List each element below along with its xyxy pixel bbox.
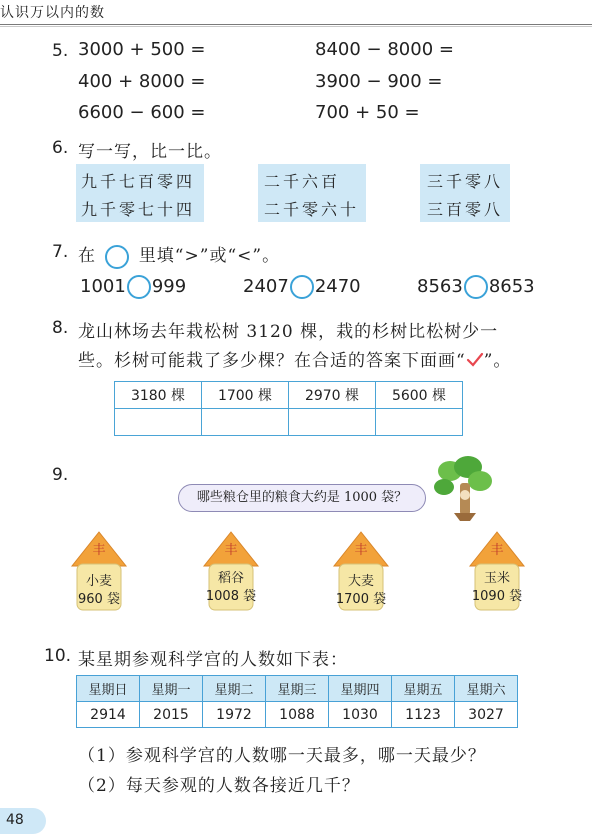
- q6-number: 6.: [52, 138, 69, 158]
- granary-1-name: 小麦: [85, 574, 112, 589]
- header-divider: [0, 24, 592, 25]
- q8-answer-row: [115, 409, 463, 436]
- granary-1-amount: 960 袋: [78, 592, 120, 607]
- q6-pair-3-b: 三百零八: [427, 200, 504, 219]
- q7-number: 7.: [52, 242, 69, 262]
- q8-answer-cell-2[interactable]: [202, 409, 289, 436]
- visitors-table: [76, 675, 518, 728]
- count-thu: 1030: [329, 702, 392, 728]
- q10-sub-question-1: （1）参观科学宫的人数哪一天最多，哪一天最少？: [78, 746, 486, 766]
- q8-line-2-before: 些。杉树可能栽了多少棵？在合适的答案下面画“: [78, 351, 466, 371]
- tree-character-icon: [430, 455, 496, 525]
- granary-4-roof-char: 丰: [490, 543, 504, 558]
- q8-line-2-after: ”。: [483, 351, 512, 371]
- q5-expression-left-2: 400 + 8000 =: [78, 71, 206, 92]
- granary-2-amount: 1008 袋: [205, 589, 257, 604]
- count-fri: 1123: [392, 702, 455, 728]
- granary-2-roof-char: 丰: [224, 543, 238, 558]
- q7-item-1-right: 999: [151, 276, 187, 297]
- q8-option-4: 5600 棵: [376, 382, 463, 409]
- q7-item-2: [243, 275, 361, 299]
- q7-item-2-right: 2470: [314, 276, 361, 297]
- q10-sub-question-2: （2）每天参观的人数各接近几千？: [78, 776, 360, 796]
- q8-number: 8.: [52, 318, 69, 338]
- q5-expression-right-1: 8400 − 8000 =: [315, 39, 454, 60]
- granary-4-name: 玉米: [483, 571, 510, 586]
- granary-2-name: 稻谷: [217, 571, 244, 586]
- day-header-sat: 星期六: [455, 676, 518, 702]
- compare-circle-1[interactable]: [127, 275, 151, 299]
- q7-item-2-left: 2407: [243, 276, 289, 297]
- q7-prompt-before: 在: [78, 246, 96, 266]
- q6-pair-2-a: 二千六百: [264, 172, 341, 191]
- day-header-tue: 星期二: [203, 676, 266, 702]
- day-header-thu: 星期四: [329, 676, 392, 702]
- granary-1-roof-char: 丰: [92, 543, 106, 558]
- q7-item-3: [417, 275, 535, 299]
- q8-answer-cell-4[interactable]: [376, 409, 463, 436]
- q7-item-3-left: 8563: [417, 276, 463, 297]
- granary-4-amount: 1090 袋: [471, 589, 523, 604]
- speech-bubble: 哪些粮仓里的粮食大约是 1000 袋？: [178, 484, 426, 512]
- q6-pair-box-1: [76, 164, 204, 222]
- granary-3: [330, 530, 392, 612]
- granary-3-amount: 1700 袋: [335, 592, 387, 607]
- q7-item-1: [80, 275, 186, 299]
- q8-options-row: [115, 382, 463, 409]
- q6-pair-2-b: 二千零六十: [264, 200, 360, 219]
- count-tue: 1972: [203, 702, 266, 728]
- q10-prompt: 某星期参观科学宫的人数如下表：: [78, 650, 348, 670]
- granary-3-name: 大麦: [347, 574, 374, 589]
- q8-line-1: 龙山林场去年栽松树 3120 棵，栽的杉树比松树少一: [78, 322, 499, 342]
- day-header-wed: 星期三: [266, 676, 329, 702]
- q6-pair-3-a: 三千零八: [427, 172, 504, 191]
- count-wed: 1088: [266, 702, 329, 728]
- q8-answer-cell-1[interactable]: [115, 409, 202, 436]
- q5-number: 5.: [52, 41, 69, 61]
- visitors-table-row: [77, 702, 518, 728]
- q6-prompt: 写一写，比一比。: [78, 142, 222, 162]
- q5-expression-right-3: 700 + 50 =: [315, 102, 420, 123]
- checkmark-icon: [466, 352, 484, 368]
- chapter-title: 认识万以内的数: [0, 5, 105, 21]
- q8-option-3: 2970 棵: [289, 382, 376, 409]
- header-divider-secondary: [0, 26, 592, 27]
- q8-answer-cell-3[interactable]: [289, 409, 376, 436]
- q8-option-2: 1700 棵: [202, 382, 289, 409]
- q5-expression-right-2: 3900 − 900 =: [315, 71, 443, 92]
- q6-pair-box-2: [258, 164, 366, 222]
- q7-prompt-after: 里填“>”或“<”。: [138, 246, 281, 266]
- q6-pair-1-b: 九千零七十四: [81, 200, 196, 219]
- count-mon: 2015: [140, 702, 203, 728]
- q7-item-1-left: 1001: [80, 276, 126, 297]
- q9-number: 9.: [52, 465, 69, 485]
- visitors-table-header: [77, 676, 518, 702]
- q8-line-2: [78, 346, 511, 371]
- granary-2: [200, 530, 262, 612]
- q7-prompt: [78, 241, 280, 269]
- count-sat: 3027: [455, 702, 518, 728]
- day-header-mon: 星期一: [140, 676, 203, 702]
- q6-pair-1-a: 九千七百零四: [81, 172, 196, 191]
- day-header-fri: 星期五: [392, 676, 455, 702]
- q10-number: 10.: [44, 646, 72, 666]
- q8-option-1: 3180 棵: [115, 382, 202, 409]
- compare-circle-3[interactable]: [464, 275, 488, 299]
- granary-4: [466, 530, 528, 612]
- q5-expression-left-1: 3000 + 500 =: [78, 39, 206, 60]
- q7-item-3-right: 8653: [488, 276, 535, 297]
- compare-circle-2[interactable]: [290, 275, 314, 299]
- q6-pair-box-3: [420, 164, 510, 222]
- blank-circle-icon: [105, 245, 129, 269]
- q8-answer-table: [114, 381, 463, 436]
- day-header-sun: 星期日: [77, 676, 140, 702]
- count-sun: 2914: [77, 702, 140, 728]
- granary-1: [68, 530, 130, 612]
- page-number: 48: [6, 812, 24, 828]
- q5-expression-left-3: 6600 − 600 =: [78, 102, 206, 123]
- granary-3-roof-char: 丰: [354, 543, 368, 558]
